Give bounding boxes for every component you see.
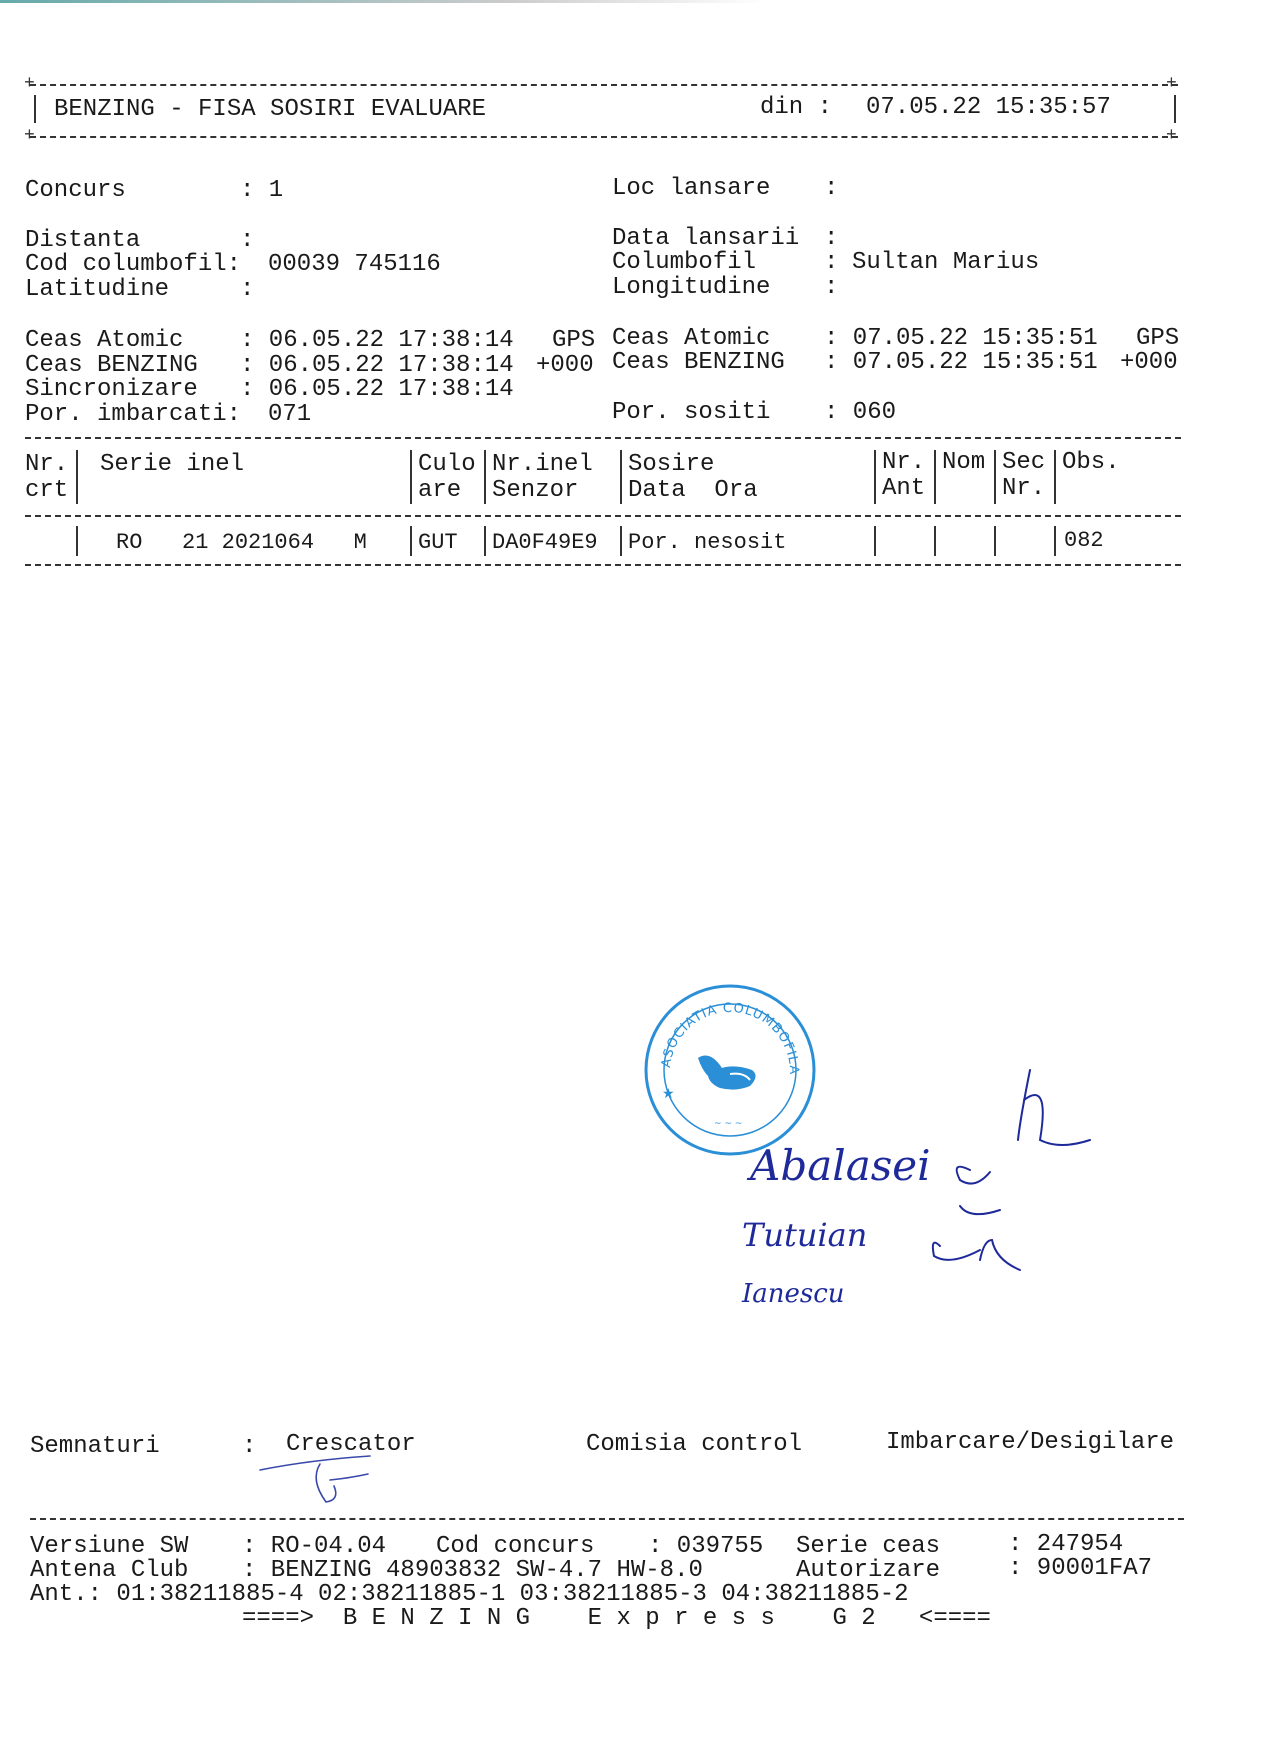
cell-serie-inel: RO 21 2021064 M xyxy=(116,530,367,555)
antena-club-label: Antena Club xyxy=(30,1557,189,1584)
por-imbarcati-value: 071 xyxy=(268,401,312,428)
latitudine-sep: : xyxy=(240,276,255,303)
crescator-label: Crescator xyxy=(286,1431,416,1458)
distanta-sep: : xyxy=(240,227,255,254)
scan-edge xyxy=(0,0,1276,3)
ceas-benzing-value: : 06.05.22 17:38:14 xyxy=(240,352,514,379)
ceas-atomic-extra: GPS xyxy=(1136,325,1180,352)
corner-plus: + xyxy=(24,74,35,94)
header-top-border xyxy=(30,84,1178,86)
columbofil-label: Columbofil xyxy=(612,249,757,276)
column-separator xyxy=(410,526,412,556)
corner-plus: + xyxy=(1166,126,1177,146)
ceas-benzing-label: Ceas BENZING xyxy=(25,352,198,379)
concurs-value: : 1 xyxy=(240,177,284,204)
serie-ceas-label: Serie ceas xyxy=(796,1533,941,1560)
report-title: BENZING - FISA SOSIRI EVALUARE xyxy=(54,96,487,123)
column-separator xyxy=(994,450,996,504)
ceas-atomic-label: Ceas Atomic xyxy=(25,327,184,354)
cod-concurs-value: : 039755 xyxy=(648,1533,764,1560)
semnaturi-label: Semnaturi xyxy=(30,1433,160,1460)
cell-sosire: Por. nesosit xyxy=(628,530,787,555)
column-separator xyxy=(484,526,486,556)
col-nr-ant-header: Nr. xyxy=(882,449,926,476)
col-nr-ant-header-2: Ant xyxy=(882,475,926,502)
longitudine-label: Longitudine xyxy=(612,274,771,301)
loc-lansare-label: Loc lansare xyxy=(612,175,771,202)
col-nr-inel-header-2: Senzor xyxy=(492,477,579,504)
ceas-benzing-value: : 07.05.22 15:35:51 xyxy=(824,349,1098,376)
cod-concurs-label: Cod concurs xyxy=(436,1533,595,1560)
cell-nr-inel: DA0F49E9 xyxy=(492,530,598,555)
autorizare-value: : 90001FA7 xyxy=(1008,1555,1153,1582)
signature-tutuian: Tutuian xyxy=(742,1216,868,1254)
signature-abalasei: Abalasei xyxy=(750,1141,931,1190)
distanta-label: Distanta xyxy=(25,227,141,254)
table-top-border xyxy=(25,437,1181,439)
col-nr-inel-header: Nr.inel xyxy=(492,451,593,478)
footer-separator xyxy=(30,1518,1184,1520)
ceas-benzing-label: Ceas BENZING xyxy=(612,349,785,376)
col-culoare-header-2: are xyxy=(418,477,462,504)
col-nom-header: Nom xyxy=(942,449,986,476)
cod-columbofil-label: Cod columbofil: xyxy=(25,251,242,278)
column-separator xyxy=(994,526,996,556)
col-serie-inel-header: Serie inel xyxy=(100,451,245,478)
comisia-control-label: Comisia control xyxy=(586,1431,803,1458)
antenna-list: Ant.: 01:38211885-4 02:38211885-1 03:38211885-3 04:38211885-2 xyxy=(30,1581,909,1608)
stamp-text: ASOCIATIA COLUMBOFILA xyxy=(659,1000,802,1076)
ceas-atomic-label: Ceas Atomic xyxy=(612,325,771,352)
date-label: din : xyxy=(760,94,833,121)
data-lansarii-sep: : xyxy=(824,225,839,252)
column-separator xyxy=(76,526,78,556)
column-separator xyxy=(934,450,936,504)
commission-signatures xyxy=(720,1060,1120,1330)
col-nr-crt-header-2: crt xyxy=(25,477,69,504)
column-separator xyxy=(934,526,936,556)
col-sec-header: Sec xyxy=(1002,449,1046,476)
antena-club-value: : BENZING 48903832 SW-4.7 HW-8.0 xyxy=(242,1557,703,1584)
serie-ceas-value: : 247954 xyxy=(1008,1531,1124,1558)
col-nr-crt-header: Nr. xyxy=(25,451,69,478)
concurs-label: Concurs xyxy=(25,177,126,204)
ceas-atomic-value: : 06.05.22 17:38:14 xyxy=(240,327,514,354)
col-sec-header-2: Nr. xyxy=(1002,475,1046,502)
corner-plus: + xyxy=(1166,74,1177,94)
svg-text:★: ★ xyxy=(662,1086,675,1102)
cod-columbofil-value: 00039 745116 xyxy=(268,251,441,278)
column-separator xyxy=(410,450,412,504)
col-sosire-header-2: Data Ora xyxy=(628,477,758,504)
table-bottom-border xyxy=(25,564,1181,566)
versiune-sw-label: Versiune SW xyxy=(30,1533,189,1560)
column-separator xyxy=(620,526,622,556)
columbofil-sep: : xyxy=(824,249,839,276)
svg-text:~ ~ ~: ~ ~ ~ xyxy=(714,1119,743,1129)
corner-plus: + xyxy=(24,126,35,146)
autorizare-label: Autorizare xyxy=(796,1557,941,1584)
header-left-bar xyxy=(34,95,36,123)
loc-lansare-sep: : xyxy=(824,175,839,202)
ceas-benzing-extra: +000 xyxy=(536,352,594,379)
column-separator xyxy=(874,450,876,504)
col-obs-header: Obs. xyxy=(1062,449,1120,476)
column-separator xyxy=(1054,450,1056,504)
column-separator xyxy=(484,450,486,504)
imbarcare-label: Imbarcare/Desigilare xyxy=(886,1429,1175,1456)
col-culoare-header: Culo xyxy=(418,451,476,478)
data-lansarii-label: Data lansarii xyxy=(612,225,800,252)
por-sositi-label: Por. sositi xyxy=(612,399,771,426)
semnaturi-sep: : xyxy=(242,1433,257,1460)
latitudine-label: Latitudine xyxy=(25,276,170,303)
column-separator xyxy=(1054,526,1056,556)
por-sositi-value: : 060 xyxy=(824,399,897,426)
report-date: 07.05.22 15:35:57 xyxy=(866,94,1111,121)
ceas-atomic-extra: GPS xyxy=(552,327,596,354)
cell-obs: 082 xyxy=(1064,528,1104,553)
brand-line: ====> B E N Z I N G E x p r e s s G 2 <==== xyxy=(242,1605,991,1632)
sincronizare-label: Sincronizare xyxy=(25,376,198,403)
column-separator xyxy=(874,526,876,556)
column-separator xyxy=(620,450,622,504)
signature-ianescu: Ianescu xyxy=(742,1279,845,1309)
sincronizare-value: : 06.05.22 17:38:14 xyxy=(240,376,514,403)
versiune-sw-value: : RO-04.04 xyxy=(242,1533,387,1560)
por-imbarcati-label: Por. imbarcati: xyxy=(25,401,242,428)
col-sosire-header: Sosire xyxy=(628,451,715,478)
ceas-benzing-extra: +000 xyxy=(1120,349,1178,376)
header-right-bar xyxy=(1174,95,1176,123)
column-separator xyxy=(76,450,78,504)
table-header-separator xyxy=(25,515,1181,517)
crescator-signature xyxy=(250,1440,390,1510)
header-bottom-border xyxy=(30,136,1178,138)
longitudine-sep: : xyxy=(824,274,839,301)
cell-culoare: GUT xyxy=(418,530,458,555)
columbofil-name: Sultan Marius xyxy=(852,249,1040,276)
ceas-atomic-value: : 07.05.22 15:35:51 xyxy=(824,325,1098,352)
